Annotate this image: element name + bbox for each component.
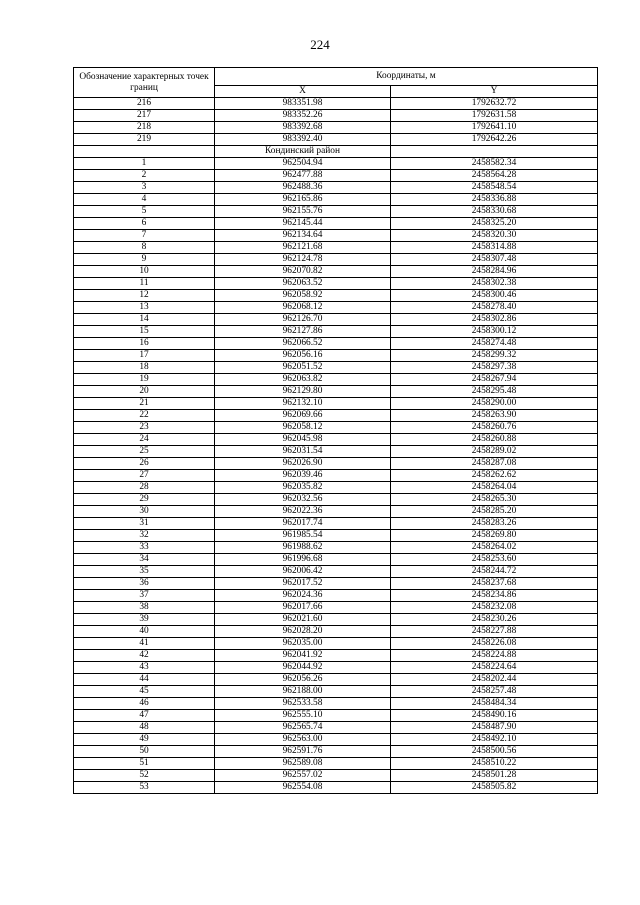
x-coordinate-cell: 962017.66 [215, 602, 391, 614]
x-coordinate-cell: 962063.52 [215, 278, 391, 290]
point-id-cell: 33 [74, 542, 215, 554]
point-id-cell: 20 [74, 386, 215, 398]
table-row [74, 602, 598, 614]
table-row [74, 758, 598, 770]
x-coordinate-cell: 962533.58 [215, 698, 391, 710]
y-coordinate-cell: 2458274.48 [391, 338, 598, 350]
point-id-cell: 43 [74, 662, 215, 674]
table-row [74, 278, 598, 290]
y-coordinate-cell: 2458267.94 [391, 374, 598, 386]
table-row [74, 470, 598, 482]
table-row [74, 362, 598, 374]
header-coordinates-label: Координаты, м [215, 68, 598, 86]
point-id-cell: 46 [74, 698, 215, 710]
point-id-cell: 37 [74, 590, 215, 602]
y-coordinate-cell: 2458302.86 [391, 314, 598, 326]
x-coordinate-cell: 962006.42 [215, 566, 391, 578]
table-row [74, 674, 598, 686]
x-coordinate-cell: 962563.00 [215, 734, 391, 746]
x-coordinate-cell: 962044.92 [215, 662, 391, 674]
y-coordinate-cell: 2458548.54 [391, 182, 598, 194]
point-id-cell: 8 [74, 242, 215, 254]
x-coordinate-cell: 962017.52 [215, 578, 391, 590]
table-row [74, 650, 598, 662]
point-id-cell: 25 [74, 446, 215, 458]
point-id-cell: 18 [74, 362, 215, 374]
table-row [74, 170, 598, 182]
y-coordinate-cell: 2458299.32 [391, 350, 598, 362]
x-coordinate-cell: 962070.82 [215, 266, 391, 278]
table-row [74, 506, 598, 518]
region-empty-cell [391, 146, 598, 158]
table-row [74, 302, 598, 314]
table-row [74, 614, 598, 626]
x-coordinate-cell: 962132.10 [215, 398, 391, 410]
point-id-cell: 11 [74, 278, 215, 290]
region-empty-cell [74, 146, 215, 158]
table-row [74, 374, 598, 386]
table-row [74, 122, 598, 134]
point-id-cell: 29 [74, 494, 215, 506]
table-row [74, 98, 598, 110]
x-coordinate-cell: 962591.76 [215, 746, 391, 758]
point-id-cell: 52 [74, 770, 215, 782]
point-id-cell: 219 [74, 134, 215, 146]
point-id-cell: 22 [74, 410, 215, 422]
x-coordinate-cell: 983352.26 [215, 110, 391, 122]
table-row [74, 782, 598, 794]
point-id-cell: 6 [74, 218, 215, 230]
x-coordinate-cell: 962145.44 [215, 218, 391, 230]
point-id-cell: 42 [74, 650, 215, 662]
table-row [74, 590, 598, 602]
point-id-cell: 32 [74, 530, 215, 542]
y-coordinate-cell: 2458287.08 [391, 458, 598, 470]
y-coordinate-cell: 2458336.88 [391, 194, 598, 206]
table-row [74, 722, 598, 734]
x-coordinate-cell: 962068.12 [215, 302, 391, 314]
point-id-cell: 15 [74, 326, 215, 338]
point-id-cell: 13 [74, 302, 215, 314]
y-coordinate-cell: 2458237.68 [391, 578, 598, 590]
y-coordinate-cell: 2458490.16 [391, 710, 598, 722]
y-coordinate-cell: 1792631.58 [391, 110, 598, 122]
y-coordinate-cell: 2458320.30 [391, 230, 598, 242]
x-coordinate-cell: 983392.68 [215, 122, 391, 134]
y-coordinate-cell: 2458264.02 [391, 542, 598, 554]
y-coordinate-cell: 2458232.08 [391, 602, 598, 614]
y-coordinate-cell: 2458262.62 [391, 470, 598, 482]
point-id-cell: 26 [74, 458, 215, 470]
table-row [74, 206, 598, 218]
table-row [74, 518, 598, 530]
table-row [74, 710, 598, 722]
table-row [74, 242, 598, 254]
x-coordinate-cell: 962039.46 [215, 470, 391, 482]
table-row [74, 158, 598, 170]
table-row [74, 446, 598, 458]
y-coordinate-cell: 2458226.08 [391, 638, 598, 650]
table-row [74, 218, 598, 230]
table-row [74, 698, 598, 710]
point-id-cell: 21 [74, 398, 215, 410]
table-row [74, 626, 598, 638]
y-coordinate-cell: 2458300.46 [391, 290, 598, 302]
y-coordinate-cell: 2458260.88 [391, 434, 598, 446]
table-region-section [74, 146, 598, 158]
x-coordinate-cell: 962021.60 [215, 614, 391, 626]
table-row [74, 530, 598, 542]
x-coordinate-cell: 962051.52 [215, 362, 391, 374]
point-id-cell: 10 [74, 266, 215, 278]
point-id-cell: 19 [74, 374, 215, 386]
y-coordinate-cell: 2458505.82 [391, 782, 598, 794]
point-id-cell: 31 [74, 518, 215, 530]
y-coordinate-cell: 2458257.48 [391, 686, 598, 698]
point-id-cell: 5 [74, 206, 215, 218]
y-coordinate-cell: 2458290.00 [391, 398, 598, 410]
y-coordinate-cell: 2458260.76 [391, 422, 598, 434]
point-id-cell: 217 [74, 110, 215, 122]
point-id-cell: 30 [74, 506, 215, 518]
x-coordinate-cell: 962017.74 [215, 518, 391, 530]
page-number: 224 [310, 37, 330, 52]
point-id-cell: 27 [74, 470, 215, 482]
point-id-cell: 34 [74, 554, 215, 566]
table-row [74, 338, 598, 350]
x-coordinate-cell: 962589.08 [215, 758, 391, 770]
x-coordinate-cell: 962565.74 [215, 722, 391, 734]
y-coordinate-cell: 2458487.90 [391, 722, 598, 734]
coordinates-table [73, 67, 598, 794]
point-id-cell: 35 [74, 566, 215, 578]
x-coordinate-cell: 962555.10 [215, 710, 391, 722]
point-id-cell: 36 [74, 578, 215, 590]
y-coordinate-cell: 2458484.34 [391, 698, 598, 710]
x-coordinate-cell: 961985.54 [215, 530, 391, 542]
point-id-cell: 216 [74, 98, 215, 110]
y-coordinate-cell: 2458501.28 [391, 770, 598, 782]
x-coordinate-cell: 962554.08 [215, 782, 391, 794]
x-coordinate-cell: 962056.16 [215, 350, 391, 362]
y-coordinate-cell: 2458284.96 [391, 266, 598, 278]
point-id-cell: 50 [74, 746, 215, 758]
x-coordinate-cell: 962504.94 [215, 158, 391, 170]
x-coordinate-cell: 962031.54 [215, 446, 391, 458]
point-id-cell: 14 [74, 314, 215, 326]
x-coordinate-cell: 983351.98 [215, 98, 391, 110]
table-row [74, 746, 598, 758]
y-coordinate-cell: 2458244.72 [391, 566, 598, 578]
table-row [74, 686, 598, 698]
header-y-label: Y [391, 86, 598, 98]
y-coordinate-cell: 2458269.80 [391, 530, 598, 542]
point-id-cell: 47 [74, 710, 215, 722]
y-coordinate-cell: 2458314.88 [391, 242, 598, 254]
table-row [74, 494, 598, 506]
table-row [74, 110, 598, 122]
table-row [74, 578, 598, 590]
point-id-cell: 218 [74, 122, 215, 134]
x-coordinate-cell: 962155.76 [215, 206, 391, 218]
point-id-cell: 51 [74, 758, 215, 770]
point-id-cell: 44 [74, 674, 215, 686]
x-coordinate-cell: 962026.90 [215, 458, 391, 470]
x-coordinate-cell: 962488.36 [215, 182, 391, 194]
table-header-row [74, 68, 598, 86]
table-row [74, 182, 598, 194]
y-coordinate-cell: 2458510.22 [391, 758, 598, 770]
x-coordinate-cell: 962126.70 [215, 314, 391, 326]
x-coordinate-cell: 962129.80 [215, 386, 391, 398]
y-coordinate-cell: 1792632.72 [391, 98, 598, 110]
point-id-cell: 41 [74, 638, 215, 650]
x-coordinate-cell: 962041.92 [215, 650, 391, 662]
point-id-cell: 23 [74, 422, 215, 434]
table-row [74, 386, 598, 398]
table-row [74, 662, 598, 674]
y-coordinate-cell: 2458300.12 [391, 326, 598, 338]
y-coordinate-cell: 2458307.48 [391, 254, 598, 266]
point-id-cell: 24 [74, 434, 215, 446]
y-coordinate-cell: 2458253.60 [391, 554, 598, 566]
y-coordinate-cell: 2458500.56 [391, 746, 598, 758]
y-coordinate-cell: 2458224.64 [391, 662, 598, 674]
table-row [74, 734, 598, 746]
x-coordinate-cell: 962066.52 [215, 338, 391, 350]
table-row [74, 194, 598, 206]
table-row [74, 254, 598, 266]
point-id-cell: 39 [74, 614, 215, 626]
x-coordinate-cell: 962022.36 [215, 506, 391, 518]
point-id-cell: 45 [74, 686, 215, 698]
x-coordinate-cell: 962045.98 [215, 434, 391, 446]
point-id-cell: 3 [74, 182, 215, 194]
y-coordinate-cell: 2458202.44 [391, 674, 598, 686]
point-id-cell: 4 [74, 194, 215, 206]
x-coordinate-cell: 983392.40 [215, 134, 391, 146]
x-coordinate-cell: 962188.00 [215, 686, 391, 698]
point-id-cell: 7 [74, 230, 215, 242]
header-x-label: X [215, 86, 391, 98]
table-body-part-b [74, 158, 598, 794]
y-coordinate-cell: 2458283.26 [391, 518, 598, 530]
y-coordinate-cell: 2458295.48 [391, 386, 598, 398]
table-row [74, 554, 598, 566]
x-coordinate-cell: 962056.26 [215, 674, 391, 686]
x-coordinate-cell: 962035.82 [215, 482, 391, 494]
point-id-cell: 28 [74, 482, 215, 494]
x-coordinate-cell: 962058.12 [215, 422, 391, 434]
y-coordinate-cell: 2458289.02 [391, 446, 598, 458]
table-row [74, 350, 598, 362]
x-coordinate-cell: 962024.36 [215, 590, 391, 602]
x-coordinate-cell: 962557.02 [215, 770, 391, 782]
table-row [74, 458, 598, 470]
y-coordinate-cell: 2458285.20 [391, 506, 598, 518]
point-id-cell: 1 [74, 158, 215, 170]
x-coordinate-cell: 962069.66 [215, 410, 391, 422]
y-coordinate-cell: 2458234.86 [391, 590, 598, 602]
y-coordinate-cell: 2458278.40 [391, 302, 598, 314]
table-row [74, 566, 598, 578]
table-row [74, 326, 598, 338]
x-coordinate-cell: 962028.20 [215, 626, 391, 638]
x-coordinate-cell: 962165.86 [215, 194, 391, 206]
y-coordinate-cell: 2458302.38 [391, 278, 598, 290]
table-row [74, 398, 598, 410]
table-row [74, 638, 598, 650]
point-id-cell: 38 [74, 602, 215, 614]
table-row [74, 266, 598, 278]
point-id-cell: 12 [74, 290, 215, 302]
y-coordinate-cell: 2458265.30 [391, 494, 598, 506]
x-coordinate-cell: 962127.86 [215, 326, 391, 338]
point-id-cell: 48 [74, 722, 215, 734]
y-coordinate-cell: 2458325.20 [391, 218, 598, 230]
table-row [74, 230, 598, 242]
table-row [74, 410, 598, 422]
y-coordinate-cell: 2458330.68 [391, 206, 598, 218]
y-coordinate-cell: 1792641.10 [391, 122, 598, 134]
table-body-part-a [74, 98, 598, 146]
y-coordinate-cell: 2458263.90 [391, 410, 598, 422]
y-coordinate-cell: 2458492.10 [391, 734, 598, 746]
region-row [74, 146, 598, 158]
x-coordinate-cell: 962124.78 [215, 254, 391, 266]
table-row [74, 314, 598, 326]
y-coordinate-cell: 2458230.26 [391, 614, 598, 626]
y-coordinate-cell: 2458564.28 [391, 170, 598, 182]
table-row [74, 434, 598, 446]
y-coordinate-cell: 2458264.04 [391, 482, 598, 494]
table-row [74, 290, 598, 302]
table-row [74, 542, 598, 554]
table-row [74, 770, 598, 782]
x-coordinate-cell: 962121.68 [215, 242, 391, 254]
table-row [74, 482, 598, 494]
y-coordinate-cell: 1792642.26 [391, 134, 598, 146]
point-id-cell: 9 [74, 254, 215, 266]
x-coordinate-cell: 961988.62 [215, 542, 391, 554]
x-coordinate-cell: 961996.68 [215, 554, 391, 566]
point-id-cell: 40 [74, 626, 215, 638]
point-id-cell: 16 [74, 338, 215, 350]
region-name: Кондинский район [215, 146, 391, 158]
y-coordinate-cell: 2458224.88 [391, 650, 598, 662]
table-row [74, 134, 598, 146]
point-id-cell: 17 [74, 350, 215, 362]
x-coordinate-cell: 962134.64 [215, 230, 391, 242]
table-row [74, 422, 598, 434]
x-coordinate-cell: 962063.82 [215, 374, 391, 386]
x-coordinate-cell: 962032.56 [215, 494, 391, 506]
x-coordinate-cell: 962058.92 [215, 290, 391, 302]
x-coordinate-cell: 962477.88 [215, 170, 391, 182]
x-coordinate-cell: 962035.00 [215, 638, 391, 650]
point-id-cell: 53 [74, 782, 215, 794]
point-id-cell: 2 [74, 170, 215, 182]
y-coordinate-cell: 2458297.38 [391, 362, 598, 374]
y-coordinate-cell: 2458227.88 [391, 626, 598, 638]
point-id-cell: 49 [74, 734, 215, 746]
header-point-label: Обозначение характерных точек границ [74, 68, 215, 98]
y-coordinate-cell: 2458582.34 [391, 158, 598, 170]
